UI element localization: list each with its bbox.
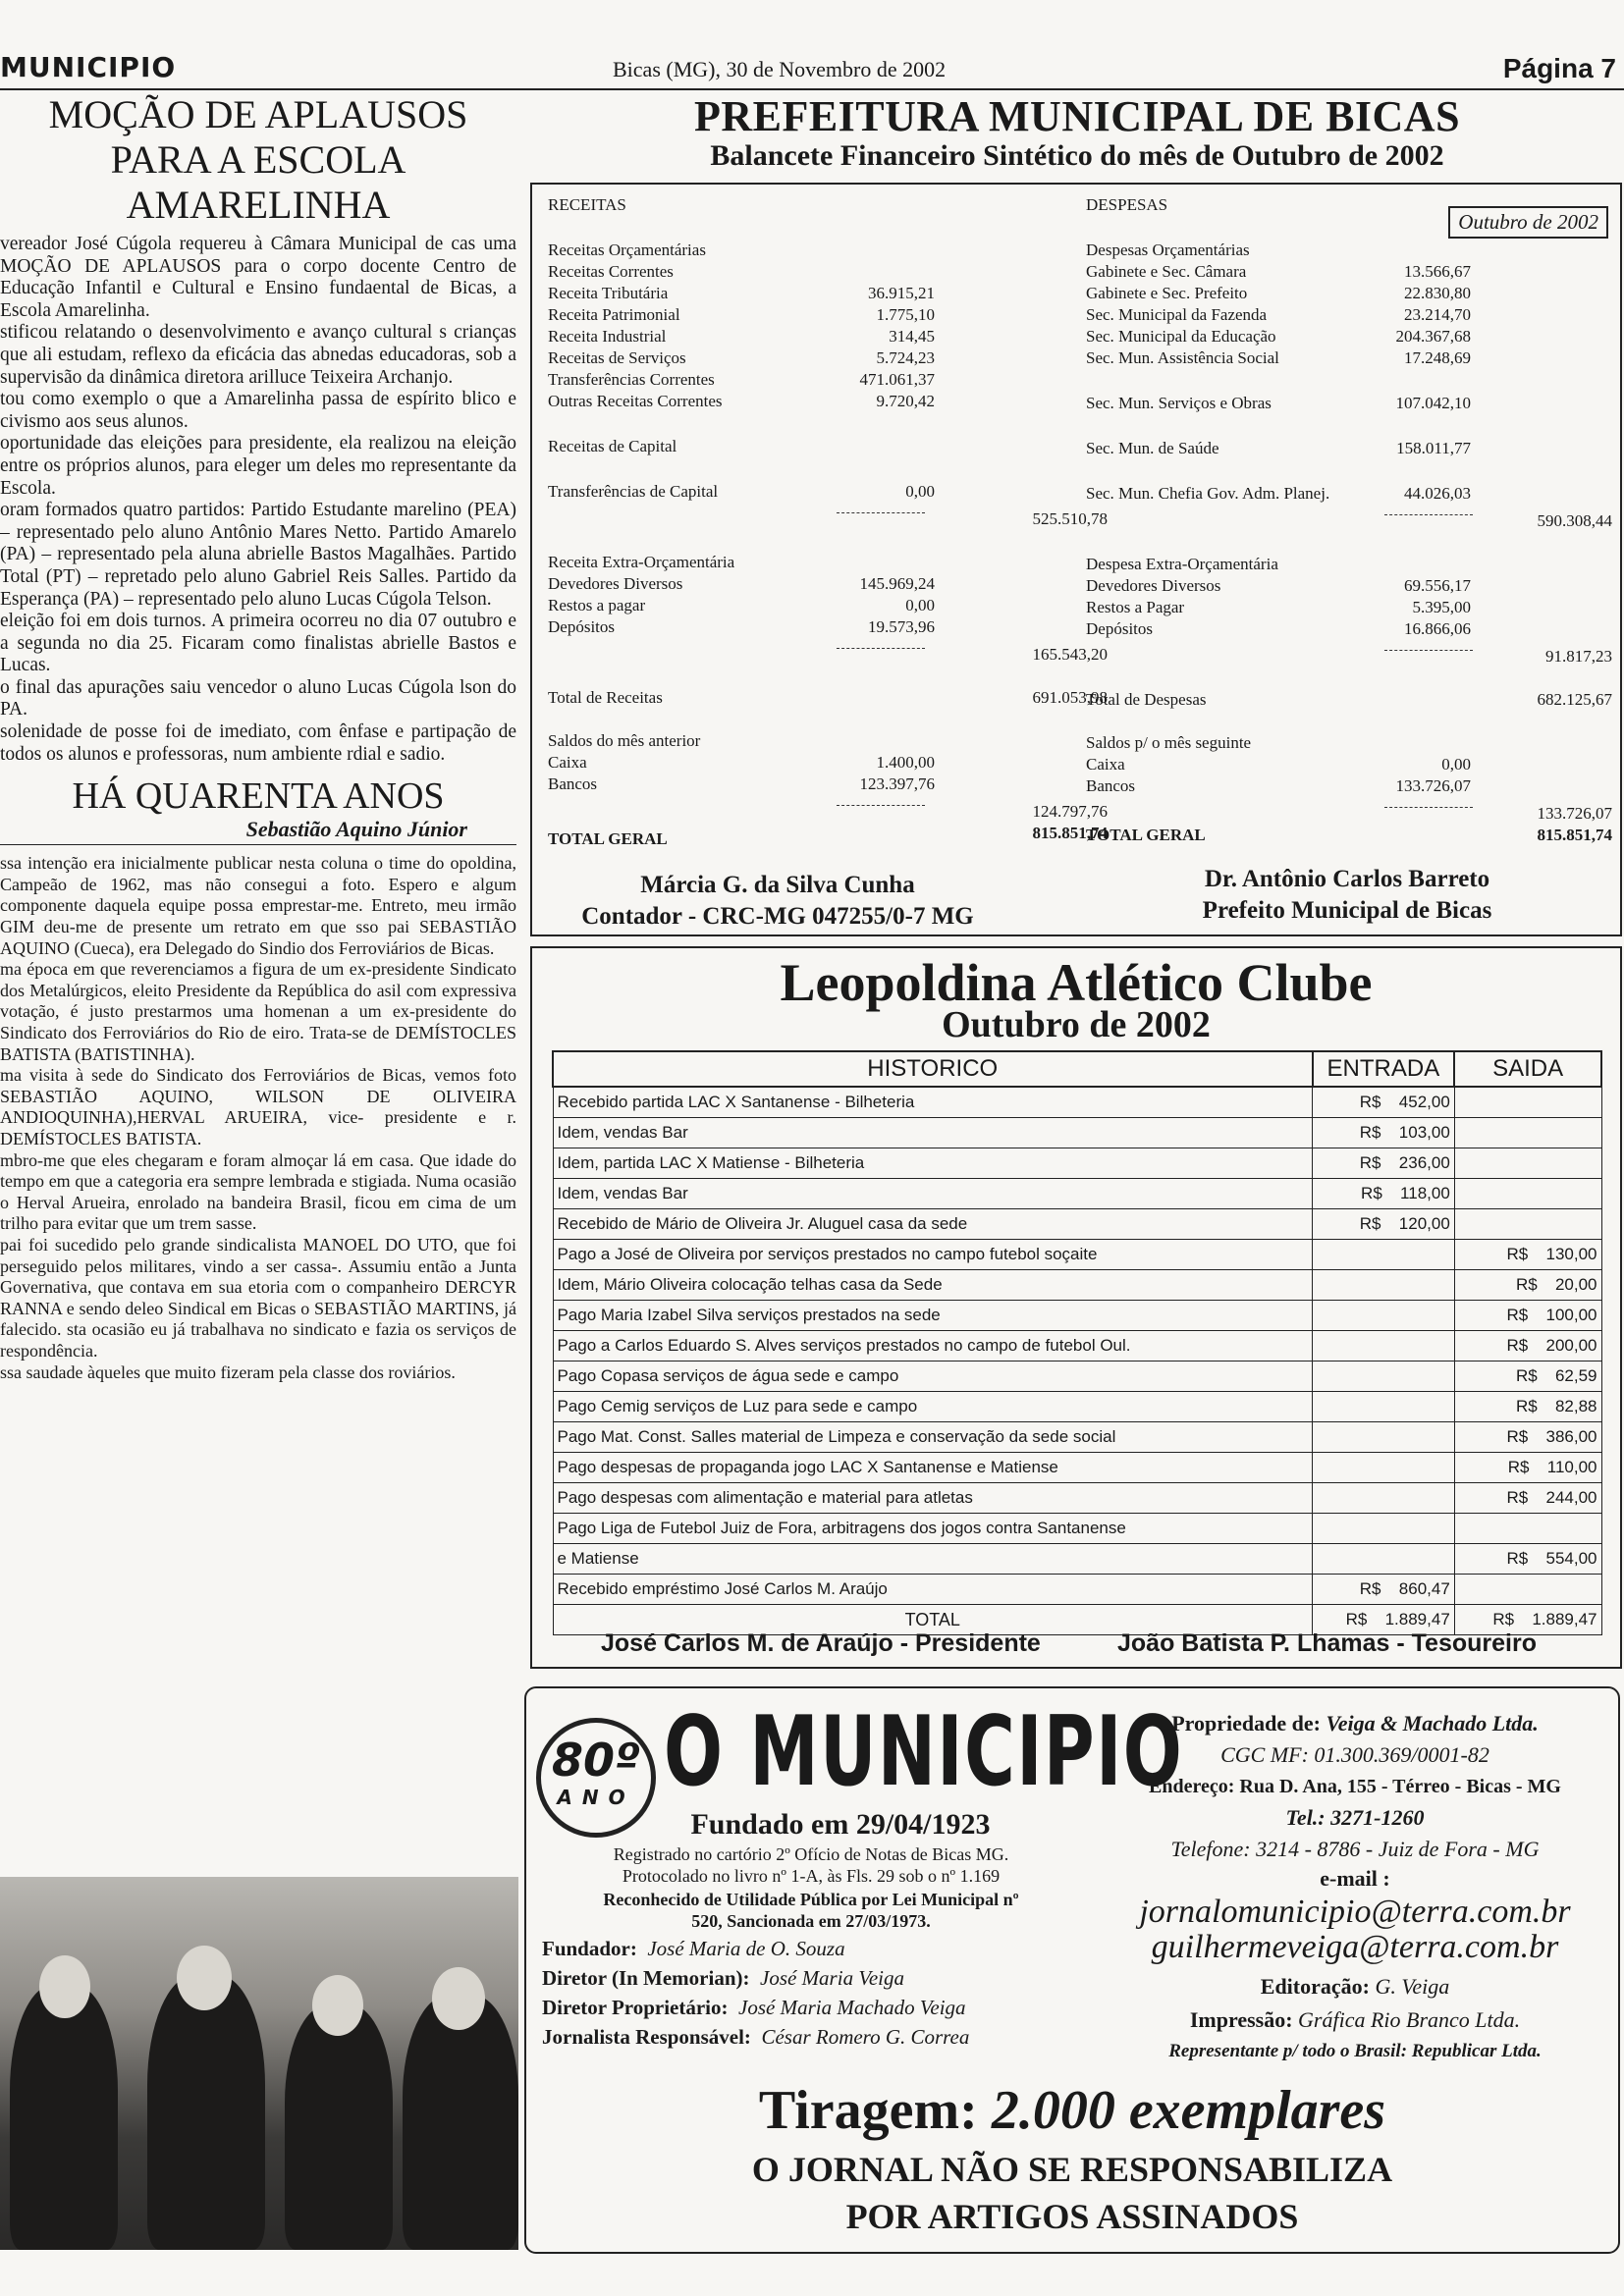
receitas-extra-subtotal: 165.543,20 <box>1032 645 1108 664</box>
address: Endereço: Rua D. Ana, 155 - Térreo - Bicas - MG <box>1149 1776 1561 1797</box>
ledger-saida <box>1454 1179 1601 1209</box>
amount: 118,00 <box>1400 1184 1450 1202</box>
total-geral-label: TOTAL GERAL <box>1086 826 1206 844</box>
col-historico: HISTORICO <box>553 1051 1313 1087</box>
receita-label: Transferências Correntes <box>548 370 715 389</box>
ledger-entrada <box>1313 1422 1455 1453</box>
receita-label: Outras Receitas Correntes <box>548 392 723 410</box>
article1-title: MOÇÃO DE APLAUSOS PARA A ESCOLA AMARELINHA <box>48 92 468 227</box>
saldo-label: Bancos <box>548 774 598 793</box>
amount: 1.889,47 <box>1384 1610 1450 1629</box>
photo-figure <box>10 1985 118 2250</box>
credit-director-memorian: Diretor (In Memorian): José Maria Veiga <box>542 1966 904 1990</box>
despesa-extra-value: 5.395,00 <box>1412 598 1471 616</box>
receita-label: Receitas de Serviços <box>548 348 686 367</box>
currency-symbol: R$ <box>1515 1275 1538 1294</box>
receita-value: 36.915,21 <box>868 284 935 302</box>
ledger-entrada <box>1313 1331 1455 1362</box>
ledger-description: Idem, vendas Bar <box>553 1118 1313 1148</box>
dashed-rule <box>837 512 925 513</box>
ledger-description: Idem, vendas Bar <box>553 1179 1313 1209</box>
article1-paragraph: eleição foi em dois turnos. A primeira ocorreu no dia 07 outubro e a segunda no dia 25. Ficaram como finalistas abrielle Bastos e Lucas. <box>0 611 516 676</box>
article1-paragraph: o final das apurações saiu vencedor o aluno Lucas Cúgola lson do PA. <box>0 676 516 721</box>
photo-face <box>39 1955 90 2018</box>
ledger-saida <box>1454 1209 1601 1240</box>
amount: 236,00 <box>1398 1153 1450 1172</box>
leopoldina-box <box>530 946 1622 1669</box>
saldos-subtotal: 124.797,76 <box>1032 802 1108 821</box>
ledger-saida <box>1454 1422 1601 1453</box>
saldos-anterior-label: Saldos do mês anterior <box>548 731 701 750</box>
currency-symbol: R$ <box>1492 1610 1515 1629</box>
article1-paragraph: stificou relatando o desenvolvimento e avanço cultural s crianças que ali estudam, reflexo da eficácia das abnedas educadoras, sob a supervisão da dinâmica diretora arilluce Teixeira Archanjo. <box>0 322 516 388</box>
circulation: Tiragem: 2.000 exemplares <box>758 2080 1386 2141</box>
saldo-value: 0,00 <box>1441 755 1471 774</box>
leopoldina-rows <box>553 1087 1601 1635</box>
disclaimer-line: O JORNAL NÃO SE RESPONSABILIZA <box>751 2150 1393 2189</box>
receita-value: 471.061,37 <box>859 370 935 389</box>
currency-symbol: R$ <box>1507 1458 1530 1476</box>
despesa-value: 22.830,80 <box>1404 284 1471 302</box>
despesa-chefia-label: Sec. Mun. Chefia Gov. Adm. Planej. <box>1086 484 1330 503</box>
email: jornalomunicipio@terra.com.br <box>1139 1894 1571 1930</box>
ledger-row <box>553 1209 1601 1240</box>
article1-paragraph: oram formados quatro partidos: Partido Estudante marelino (PEA) – representado pelo aluno Antônio Mares Netto. Partido Amarelo (PA) – representado pela aluna abrielle Bastos Magalhães. Partido Total (PT) – repretado pelo aluno Gabriel Reis Salles. Partido da Esperança (PA) – representado pelo aluno Lucas Cúgola Telson. <box>0 500 516 610</box>
despesa-extra-value: 69.556,17 <box>1404 576 1471 595</box>
ledger-description: Pago Mat. Const. Salles material de Limpeza e conservação da sede social <box>553 1422 1313 1453</box>
dateline: Bicas (MG), 30 de Novembro de 2002 <box>613 57 947 81</box>
ledger-saida <box>1454 1331 1601 1362</box>
receita-value: 5.724,23 <box>876 348 935 367</box>
currency-symbol: R$ <box>1506 1488 1529 1507</box>
despesa-obras-label: Sec. Mun. Serviços e Obras <box>1086 394 1272 412</box>
despesas-orc-label: Despesas Orçamentárias <box>1086 240 1250 259</box>
ledger-saida <box>1454 1544 1601 1575</box>
ledger-description: Idem, partida LAC X Matiense - Bilheteria <box>553 1148 1313 1179</box>
contador-role: Contador - CRC-MG 047255/0-7 MG <box>581 903 974 930</box>
utility-line: Reconhecido de Utilidade Pública por Lei Municipal nº <box>603 1890 1019 1909</box>
total-despesas-value: 682.125,67 <box>1537 690 1612 709</box>
col-entrada: ENTRADA <box>1313 1051 1455 1087</box>
disclaimer-line: POR ARTIGOS ASSINADOS <box>845 2197 1299 2236</box>
ledger-saida <box>1454 1301 1601 1331</box>
despesa-chefia-value: 44.026,03 <box>1404 484 1471 503</box>
receita-label: Receita Industrial <box>548 327 667 346</box>
saldo-label: Caixa <box>1086 755 1125 774</box>
despesas-extra-label: Despesa Extra-Orçamentária <box>1086 555 1278 573</box>
amount: 20,00 <box>1554 1275 1597 1294</box>
article1-paragraph: oportunidade das eleições para presidente, ela realizou na eleição entre os próprios alunos, para eleger um deles mo representante da Escola. <box>0 433 516 499</box>
article2-paragraph: mbro-me que eles chegaram e foram almoçar lá em casa. Que idade do tempo em que a categoria era sempre lembrada e stigiada. Numa ocasião o Herval Arueira, enrolado na bandeira Brasil, ficou em cima de um trilho para evitar que um trem sasse. <box>0 1149 516 1234</box>
ledger-description: Pago Cemig serviços de Luz para sede e campo <box>553 1392 1313 1422</box>
ledger-description: Pago Maria Izabel Silva serviços prestados na sede <box>553 1301 1313 1331</box>
ledger-row <box>553 1453 1601 1483</box>
ledger-row <box>553 1087 1601 1118</box>
currency-symbol: R$ <box>1359 1153 1381 1172</box>
ledger-description: Pago Copasa serviços de água sede e campo <box>553 1362 1313 1392</box>
receita-extra-label: Depósitos <box>548 617 615 636</box>
currency-symbol: R$ <box>1506 1306 1529 1324</box>
currency-symbol: R$ <box>1515 1397 1538 1415</box>
amount: 554,00 <box>1545 1549 1597 1568</box>
article2-byline: Sebastião Aquino Júnior <box>0 817 516 845</box>
ledger-saida <box>1454 1514 1601 1544</box>
ledger-row <box>553 1514 1601 1544</box>
ledger-row <box>553 1301 1601 1331</box>
despesa-value: 17.248,69 <box>1404 348 1471 367</box>
currency-symbol: R$ <box>1359 1123 1381 1142</box>
editor: Editoração: G. Veiga <box>1260 1974 1450 1999</box>
amount: 62,59 <box>1554 1366 1597 1385</box>
article2-body <box>0 853 516 1383</box>
ledger-description: Recebido de Mário de Oliveira Jr. Aluguel casa da sede <box>553 1209 1313 1240</box>
total-geral-value: 815.851,74 <box>1537 826 1612 844</box>
amount: 130,00 <box>1545 1245 1597 1263</box>
article1-body <box>0 234 516 766</box>
article2-paragraph: ma época em que reverenciamos a figura de um ex-presidente Sindicato dos Metalúrgicos, eleito Presidente da República do asil com expressiva votação, é justo prestarmos uma homenan a um ex-presidente do Sindicato dos Ferroviários do Rio de eiro. Trata-se de DEMÍSTOCLES BATISTA (BATISTINHA). <box>0 959 516 1064</box>
despesa-extra-label: Depósitos <box>1086 619 1153 638</box>
article2-paragraph: ma visita à sede do Sindicato dos Ferroviários de Bicas, vemos foto SEBASTIÃO AQUINO, WILSON DE OLIVEIRA ANDIOQUINHA),HERVAL ARUEIRA, vice- presidente e r. DEMÍSTOCLES BATISTA. <box>0 1065 516 1148</box>
ledger-row <box>553 1179 1601 1209</box>
ledger-entrada <box>1313 1544 1455 1575</box>
dashed-rule <box>1384 807 1473 808</box>
ledger-entrada <box>1313 1209 1455 1240</box>
currency-symbol: R$ <box>1506 1336 1529 1355</box>
saldo-value: 123.397,76 <box>859 774 935 793</box>
ledger-saida <box>1454 1087 1601 1118</box>
ledger-description: Pago despesas de propaganda jogo LAC X Santanense e Matiense <box>553 1453 1313 1483</box>
ledger-entrada <box>1313 1362 1455 1392</box>
ledger-entrada <box>1313 1453 1455 1483</box>
amount: 860,47 <box>1398 1579 1450 1598</box>
ledger-row <box>553 1422 1601 1453</box>
leopoldina-title: Leopoldina Atlético Clube <box>780 953 1373 1012</box>
newspaper-logo: O MUNICIPIO <box>664 1696 1184 1808</box>
presidente-signature: José Carlos M. de Araújo - Presidente <box>601 1629 1041 1657</box>
paper-name: MUNICIPIO <box>0 51 177 83</box>
ledger-row <box>553 1148 1601 1179</box>
representative: Representante p/ todo o Brasil: Republicar Ltda. <box>1168 2041 1542 2061</box>
despesa-label: Gabinete e Sec. Câmara <box>1086 262 1247 281</box>
balancete-box <box>530 183 1622 936</box>
receita-extra-value: 0,00 <box>905 596 935 614</box>
despesa-extra-label: Restos a Pagar <box>1086 598 1185 616</box>
ledger-saida <box>1454 1575 1601 1605</box>
ledger-entrada <box>1313 1118 1455 1148</box>
receitas-correntes-label: Receitas Correntes <box>548 262 674 281</box>
prefeitura-title: PREFEITURA MUNICIPAL DE BICAS <box>693 92 1461 140</box>
registry-line: Registrado no cartório 2º Ofício de Notas de Bicas MG. <box>613 1844 1009 1864</box>
ledger-description: Recebido partida LAC X Santanense - Bilheteria <box>553 1087 1313 1118</box>
despesa-label: Gabinete e Sec. Prefeito <box>1086 284 1248 302</box>
telefone: Telefone: 3214 - 8786 - Juiz de Fora - MG <box>1170 1837 1540 1861</box>
badge-number: 80º <box>552 1734 640 1787</box>
amount: 200,00 <box>1545 1336 1597 1355</box>
article2-paragraph: ssa intenção era inicialmente publicar nesta coluna o time do opoldina, Campeão de 1962, mas não consegui a foto. Espero e algum componente daquela equipe possa emprestar-me. Entreto, meu irmão GIM deu-me de presente um retrato em que sso pai SEBASTIÃO AQUINO (Cueca), era Delegado do Sindio dos Ferroviários de Bicas. <box>0 853 516 958</box>
article1-paragraph: solenidade de posse foi de imediato, com ênfase e partipação de todos os alunos e professoras, num ambiente rdial e sadio. <box>0 721 516 765</box>
despesas-saldos-subtotal: 133.726,07 <box>1537 804 1612 823</box>
despesa-value: 204.367,68 <box>1395 327 1471 346</box>
col-saida: SAIDA <box>1454 1051 1601 1087</box>
receitas-orc-label: Receitas Orçamentárias <box>548 240 706 259</box>
saldo-value: 1.400,00 <box>876 753 935 772</box>
dashed-rule <box>1384 514 1473 515</box>
photo-face <box>432 1967 485 2030</box>
currency-symbol: R$ <box>1506 1549 1529 1568</box>
prefeitura-subtitle: Balancete Financeiro Sintético do mês de Outubro de 2002 <box>710 139 1444 172</box>
tel: Tel.: 3271-1260 <box>1285 1805 1425 1830</box>
receita-extra-label: Devedores Diversos <box>548 574 683 593</box>
amount: 244,00 <box>1545 1488 1597 1507</box>
registry-line: Protocolado no livro nº 1-A, às Fls. 29 sob o nº 1.169 <box>622 1866 1001 1886</box>
receita-value: 314,45 <box>889 327 935 346</box>
receita-extra-value: 145.969,24 <box>859 574 935 593</box>
prefeito-role: Prefeito Municipal de Bicas <box>1202 897 1492 924</box>
article2-paragraph: pai foi sucedido pelo grande sindicalista MANOEL DO UTO, que foi perseguido pelos militares, vindo a ser cassa-. Assumiu então a Junta Governativa, que contava em sua etoria com o companheiro DERCYR RANNA e sendo deleo Sindical em Bicas o SEBASTIÃO MARTINS, já falecido. sta ocasião eu já trabalhava no sindicato e fazia os serviços de respondência. <box>0 1234 516 1361</box>
receita-label: Receita Patrimonial <box>548 305 680 324</box>
total-despesas-label: Total de Despesas <box>1086 690 1207 709</box>
ledger-description: Pago Liga de Futebol Juiz de Fora, arbitragens dos jogos contra Santanense <box>553 1514 1313 1544</box>
ledger-row <box>553 1362 1601 1392</box>
ledger-entrada <box>1313 1575 1455 1605</box>
photo-face <box>312 1975 363 2036</box>
credit-founder: Fundador: José Maria de O. Souza <box>542 1937 845 1960</box>
amount: 386,00 <box>1545 1427 1597 1446</box>
receitas-subtotal: 525.510,78 <box>1032 509 1108 528</box>
despesas-subtotal: 590.308,44 <box>1537 511 1612 530</box>
ledger-row <box>553 1118 1601 1148</box>
receitas-extra-label: Receita Extra-Orçamentária <box>548 553 735 571</box>
total-receitas-label: Total de Receitas <box>548 688 663 707</box>
email-label: e-mail : <box>1320 1866 1390 1891</box>
ledger-entrada <box>1313 1148 1455 1179</box>
owner: Propriedade de: Veiga & Machado Ltda. <box>1171 1711 1539 1735</box>
currency-symbol: R$ <box>1506 1245 1529 1263</box>
prefeito-name: Dr. Antônio Carlos Barreto <box>1204 866 1490 892</box>
ledger-entrada <box>1313 1483 1455 1514</box>
leopoldina-table <box>552 1050 1602 1635</box>
photo-face <box>177 1946 232 2010</box>
photo-figure <box>403 1995 518 2250</box>
article2-title: HÁ QUARENTA ANOS <box>72 775 445 818</box>
dashed-rule <box>837 648 925 649</box>
leopoldina-subtitle: Outubro de 2002 <box>942 1004 1211 1045</box>
total-geral-label: TOTAL GERAL <box>548 829 668 848</box>
ledger-saida <box>1454 1118 1601 1148</box>
saldo-label: Caixa <box>548 753 587 772</box>
ledger-entrada <box>1313 1270 1455 1301</box>
receita-label: Receita Tributária <box>548 284 669 302</box>
cgc: CGC MF: 01.300.369/0001-82 <box>1220 1742 1489 1767</box>
ledger-entrada <box>1313 1087 1455 1118</box>
currency-symbol: R$ <box>1506 1427 1529 1446</box>
total-geral-value: 815.851,74 <box>1032 824 1108 842</box>
ledger-row <box>553 1270 1601 1301</box>
ledger-description: Pago a Carlos Eduardo S. Alves serviços prestados no campo de futebol Oul. <box>553 1331 1313 1362</box>
currency-symbol: R$ <box>1359 1093 1381 1111</box>
receita-value: 9.720,42 <box>876 392 935 410</box>
despesa-value: 13.566,67 <box>1404 262 1471 281</box>
article1-paragraph: vereador José Cúgola requereu à Câmara Municipal de cas uma MOÇÃO DE APLAUSOS para o corpo docente Centro de Educação Infantil e Cultural e Ensino fundaental de Bicas, a Escola Amarelinha. <box>0 234 516 321</box>
badge-word: ANO <box>557 1786 635 1809</box>
despesa-extra-label: Devedores Diversos <box>1086 576 1221 595</box>
disclaimer <box>526 2146 1618 2240</box>
ledger-description: e Matiense <box>553 1544 1313 1575</box>
despesa-label: Sec. Mun. Assistência Social <box>1086 348 1279 367</box>
ledger-saida <box>1454 1240 1601 1270</box>
despesa-label: Sec. Municipal da Educação <box>1086 327 1276 346</box>
amount: 452,00 <box>1398 1093 1450 1111</box>
saldos-seguinte-label: Saldos p/ o mês seguinte <box>1086 733 1252 752</box>
ledger-row <box>553 1331 1601 1362</box>
ledger-row <box>553 1483 1601 1514</box>
ledger-entrada <box>1313 1240 1455 1270</box>
ledger-saida <box>1454 1483 1601 1514</box>
ledger-entrada <box>1313 1514 1455 1544</box>
photo-figure <box>285 2004 393 2250</box>
currency-symbol: R$ <box>1359 1214 1381 1233</box>
ledger-saida <box>1454 1392 1601 1422</box>
ledger-entrada <box>1313 1179 1455 1209</box>
month-box: Outubro de 2002 <box>1448 206 1608 239</box>
ledger-entrada <box>1313 1392 1455 1422</box>
amount: 120,00 <box>1398 1214 1450 1233</box>
despesa-value: 23.214,70 <box>1404 305 1471 324</box>
despesa-saude-value: 158.011,77 <box>1396 439 1471 457</box>
printer: Impressão: Gráfica Rio Branco Ltda. <box>1189 2007 1521 2032</box>
email: guilhermeveiga@terra.com.br <box>1151 1929 1559 1965</box>
page-number: Página 7 <box>1502 53 1616 83</box>
ledger-row <box>553 1575 1601 1605</box>
ledger-saida <box>1454 1362 1601 1392</box>
amount: 82,88 <box>1554 1397 1597 1415</box>
tesoureiro-signature: João Batista P. Lhamas - Tesoureiro <box>1117 1629 1537 1657</box>
ledger-description: Pago despesas com alimentação e material para atletas <box>553 1483 1313 1514</box>
total-receitas-value: 691.053,98 <box>1032 688 1108 707</box>
left-column <box>0 90 516 1383</box>
utility-line: 520, Sancionada em 27/03/1973. <box>691 1911 931 1931</box>
despesa-obras-value: 107.042,10 <box>1395 394 1471 412</box>
amount: 100,00 <box>1545 1306 1597 1324</box>
ledger-saida <box>1454 1148 1601 1179</box>
currency-symbol: R$ <box>1361 1184 1382 1202</box>
saldo-value: 133.726,07 <box>1395 776 1471 795</box>
prefeito-signature <box>1141 864 1553 927</box>
receitas-header: RECEITAS <box>548 195 626 214</box>
contador-signature <box>571 870 984 933</box>
receita-extra-value: 19.573,96 <box>868 617 935 636</box>
despesas-extra-subtotal: 91.817,23 <box>1545 647 1612 666</box>
ledger-description: Idem, Mário Oliveira colocação telhas casa da Sede <box>553 1270 1313 1301</box>
transf-capital-value: 0,00 <box>905 482 935 501</box>
currency-symbol: R$ <box>1345 1610 1368 1629</box>
ledger-row <box>553 1240 1601 1270</box>
ledger-total-label: TOTAL <box>553 1605 1313 1635</box>
contador-name: Márcia G. da Silva Cunha <box>640 872 915 898</box>
amount: 1.889,47 <box>1532 1610 1597 1629</box>
receita-extra-label: Restos a pagar <box>548 596 646 614</box>
photo-figure <box>147 1975 265 2250</box>
receitas-capital-label: Receitas de Capital <box>548 437 677 455</box>
credit-director-owner: Diretor Proprietário: José Maria Machado Veiga <box>542 1996 966 2019</box>
ledger-saida <box>1454 1270 1601 1301</box>
founded: Fundado em 29/04/1923 <box>690 1808 991 1841</box>
despesas-header: DESPESAS <box>1086 195 1168 214</box>
dashed-rule <box>1384 650 1473 651</box>
amount: 110,00 <box>1546 1458 1597 1476</box>
historic-photo <box>0 1877 518 2250</box>
ledger-saida <box>1454 1453 1601 1483</box>
masthead-box <box>524 1686 1620 2254</box>
ledger-row <box>553 1392 1601 1422</box>
currency-symbol: R$ <box>1359 1579 1381 1598</box>
transf-capital-label: Transferências de Capital <box>548 482 719 501</box>
ledger-entrada <box>1313 1301 1455 1331</box>
credit-journalist: Jornalista Responsável: César Romero G. Correa <box>542 2025 970 2049</box>
ledger-description: Pago a José de Oliveira por serviços prestados no campo futebol soçaite <box>553 1240 1313 1270</box>
saldo-label: Bancos <box>1086 776 1136 795</box>
amount: 103,00 <box>1398 1123 1450 1142</box>
despesa-extra-value: 16.866,06 <box>1404 619 1471 638</box>
receita-value: 1.775,10 <box>876 305 935 324</box>
despesa-label: Sec. Municipal da Fazenda <box>1086 305 1268 324</box>
ledger-row <box>553 1544 1601 1575</box>
article1-paragraph: tou como exemplo o que a Amarelinha passa de espírito blico e civismo aos seus alunos. <box>0 389 516 432</box>
despesa-saude-label: Sec. Mun. de Saúde <box>1086 439 1219 457</box>
article2-paragraph: ssa saudade àqueles que muito fizeram pela classe dos roviários. <box>0 1362 456 1382</box>
ledger-description: Recebido empréstimo José Carlos M. Araújo <box>553 1575 1313 1605</box>
currency-symbol: R$ <box>1515 1366 1538 1385</box>
dashed-rule <box>837 805 925 806</box>
